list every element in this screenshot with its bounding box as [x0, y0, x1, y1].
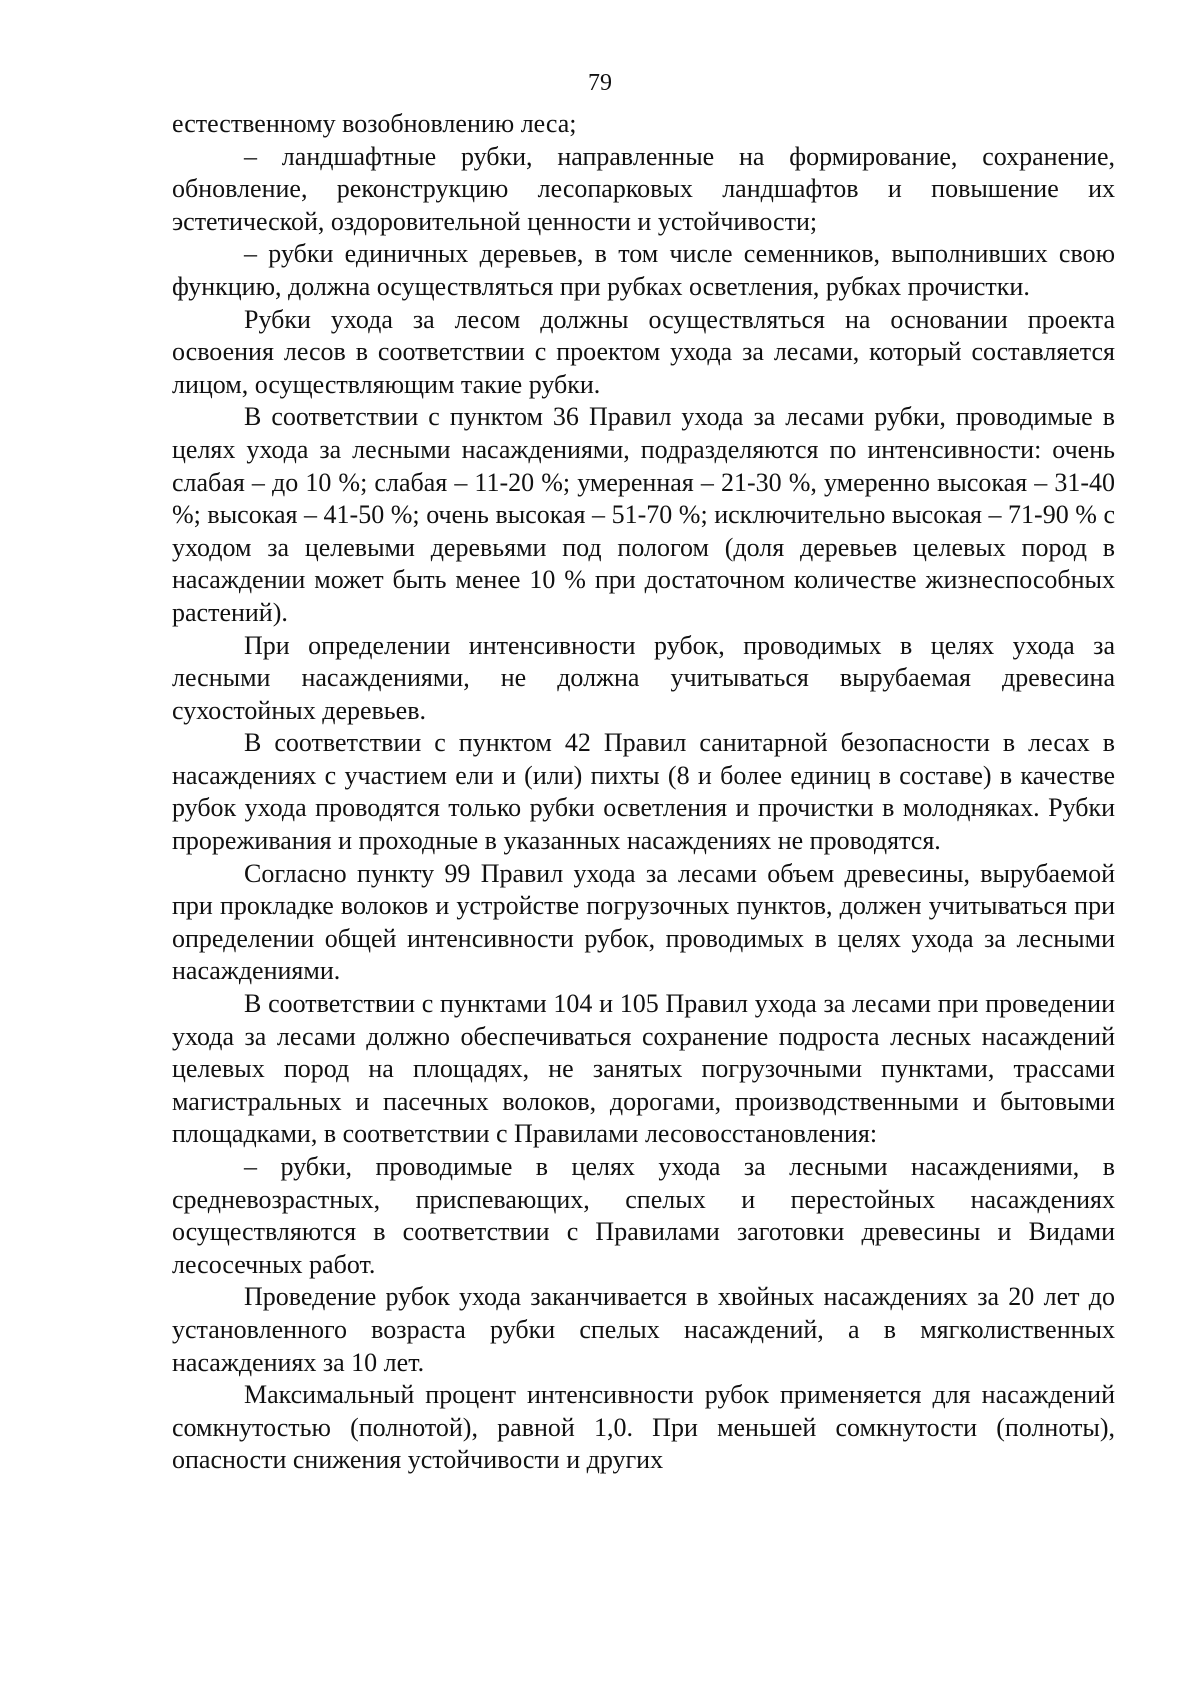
paragraph-spruce-fir: В соответствии с пунктом 42 Правил санитарной безопасности в лесах в насаждениях с участием ели и (или) пихты (8 и более единиц в составе) в качестве рубок ухода проводятся только рубки осветления и прочистки в молодняках. Рубки прореживания и проходные в указанных насаждениях не проводятся.	[172, 728, 1115, 856]
paragraph-project-basis: Рубки ухода за лесом должны осуществляться на основании проекта освоения лесов в соответствии с проектом ухода за лесами, который составляется лицом, осуществляющим такие рубки.	[172, 304, 1115, 399]
paragraph-dead-wood: При определении интенсивности рубок, проводимых в целях ухода за лесными насаждениями, не должна учитываться вырубаемая древесина сухостойных деревьев.	[172, 630, 1115, 725]
document-body	[172, 108, 1115, 1477]
paragraph-continuation: естественному возобновлению леса;	[172, 109, 577, 138]
paragraph-skid-trails: Согласно пункту 99 Правил ухода за лесами объем древесины, вырубаемой при прокладке волоков и устройстве погрузочных пунктов, должен учитываться при определении общей интенсивности рубок, проводимых в целях ухода за лесными насаждениями.	[172, 858, 1115, 986]
paragraph-completion-age: Проведение рубок ухода заканчивается в хвойных насаждениях за 20 лет до установленного возраста рубки спелых насаждений, а в мягколиственных насаждениях за 10 лет.	[172, 1282, 1115, 1377]
paragraph-intensity-classes: В соответствии с пунктом 36 Правил ухода за лесами рубки, проводимые в целях ухода за лесными насаждениями, подразделяются по интенсивности: очень слабая – до 10 %; слабая – 11-20 %; умеренная – 21-30 %, умеренно высокая – 31-40 %; высокая – 41-50 %; очень высокая – 51-70 %; исключительно высокая – 71-90 % с уходом за целевыми деревьями под пологом (доля деревьев целевых пород в насаждении может быть менее 10 % при достаточном количестве жизнеспособных растений).	[172, 402, 1115, 627]
paragraph-maximum-intensity: Максимальный процент интенсивности рубок применяется для насаждений сомкнутостью (полнотой), равной 1,0. При меньшей сомкнутости (полноты), опасности снижения устойчивости и других	[172, 1380, 1115, 1475]
list-item-single-tree-cuttings: – рубки единичных деревьев, в том числе семенников, выполнивших свою функцию, должна осуществляться при рубках осветления, рубках прочистки.	[172, 239, 1115, 301]
paragraph-undergrowth: В соответствии с пунктами 104 и 105 Правил ухода за лесами при проведении ухода за лесами должно обеспечиваться сохранение подроста лесных насаждений целевых пород на площадях, не занятых погрузочными пунктами, трассами магистральных и пасечных волоков, дорогами, производственными и бытовыми площадками, в соответствии с Правилами лесовосстановления:	[172, 989, 1115, 1149]
page-number: 79	[588, 70, 612, 96]
list-item-mature-stands: – рубки, проводимые в целях ухода за лесными насаждениями, в средневозрастных, приспевающих, спелых и перестойных насаждениях осуществляются в соответствии с Правилами заготовки древесины и Видами лесосечных работ.	[172, 1152, 1115, 1279]
list-item-landscape-cuttings: – ландшафтные рубки, направленные на формирование, сохранение, обновление, реконструкцию лесопарковых ландшафтов и повышение их эстетической, оздоровительной ценности и устойчивости;	[172, 141, 1115, 236]
